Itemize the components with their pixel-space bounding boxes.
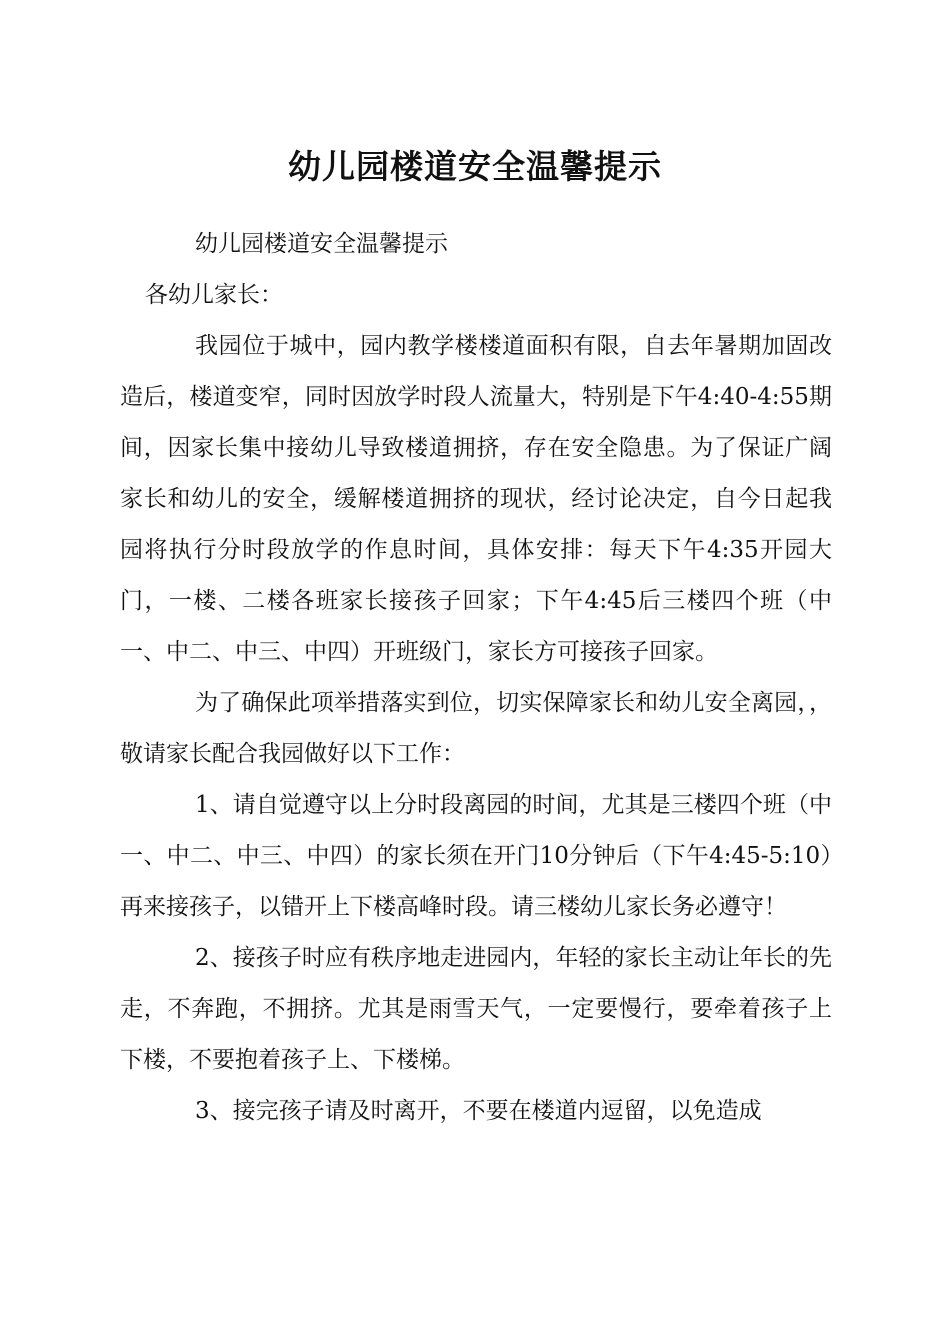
document-body — [120, 321, 832, 1137]
document-subtitle: 幼儿园楼道安全温馨提示 — [195, 231, 448, 257]
salutation: 各幼儿家长： — [145, 282, 283, 308]
paragraph-request: 为了确保此项举措落实到位，切实保障家长和幼儿安全离园，，敬请家长配合我园做好以下工作： — [120, 690, 832, 767]
paragraph-item-2: 2、接孩子时应有秩序地走进园内，年轻的家长主动让年长的先走，不奔跑，不拥挤。尤其是雨雪天气，一定要慢行，要牵着孩子上下楼，不要抱着孩子上、下楼梯。 — [120, 945, 832, 1073]
paragraph-notice: 我园位于城中，园内教学楼楼道面积有限，自去年暑期加固改造后，楼道变窄，同时因放学时段人流量大，特别是下午4:40-4:55期间，因家长集中接幼儿导致楼道拥挤，存在安全隐患。为了保证广阔家长和幼儿的安全，缓解楼道拥挤的现状，经讨论决定，自今日起我园将执行分时段放学的作息时间，具体安排：每天下午4:35开园大门，一楼、二楼各班家长接孩子回家；下午4:45后三楼四个班（中一、中二、中三、中四）开班级门，家长方可接孩子回家。 — [120, 333, 832, 665]
paragraph-item-1: 1、请自觉遵守以上分时段离园的时间，尤其是三楼四个班（中一、中二、中三、中四）的家长须在开门10分钟后（下午4:45-5:10）再来接孩子，以错开上下楼高峰时段。请三楼幼儿家长务必遵守！ — [120, 792, 832, 920]
document-title: 幼儿园楼道安全温馨提示 — [288, 147, 662, 186]
paragraph-item-3: 3、接完孩子请及时离开，不要在楼道内逗留，以免造成 — [195, 1098, 762, 1124]
